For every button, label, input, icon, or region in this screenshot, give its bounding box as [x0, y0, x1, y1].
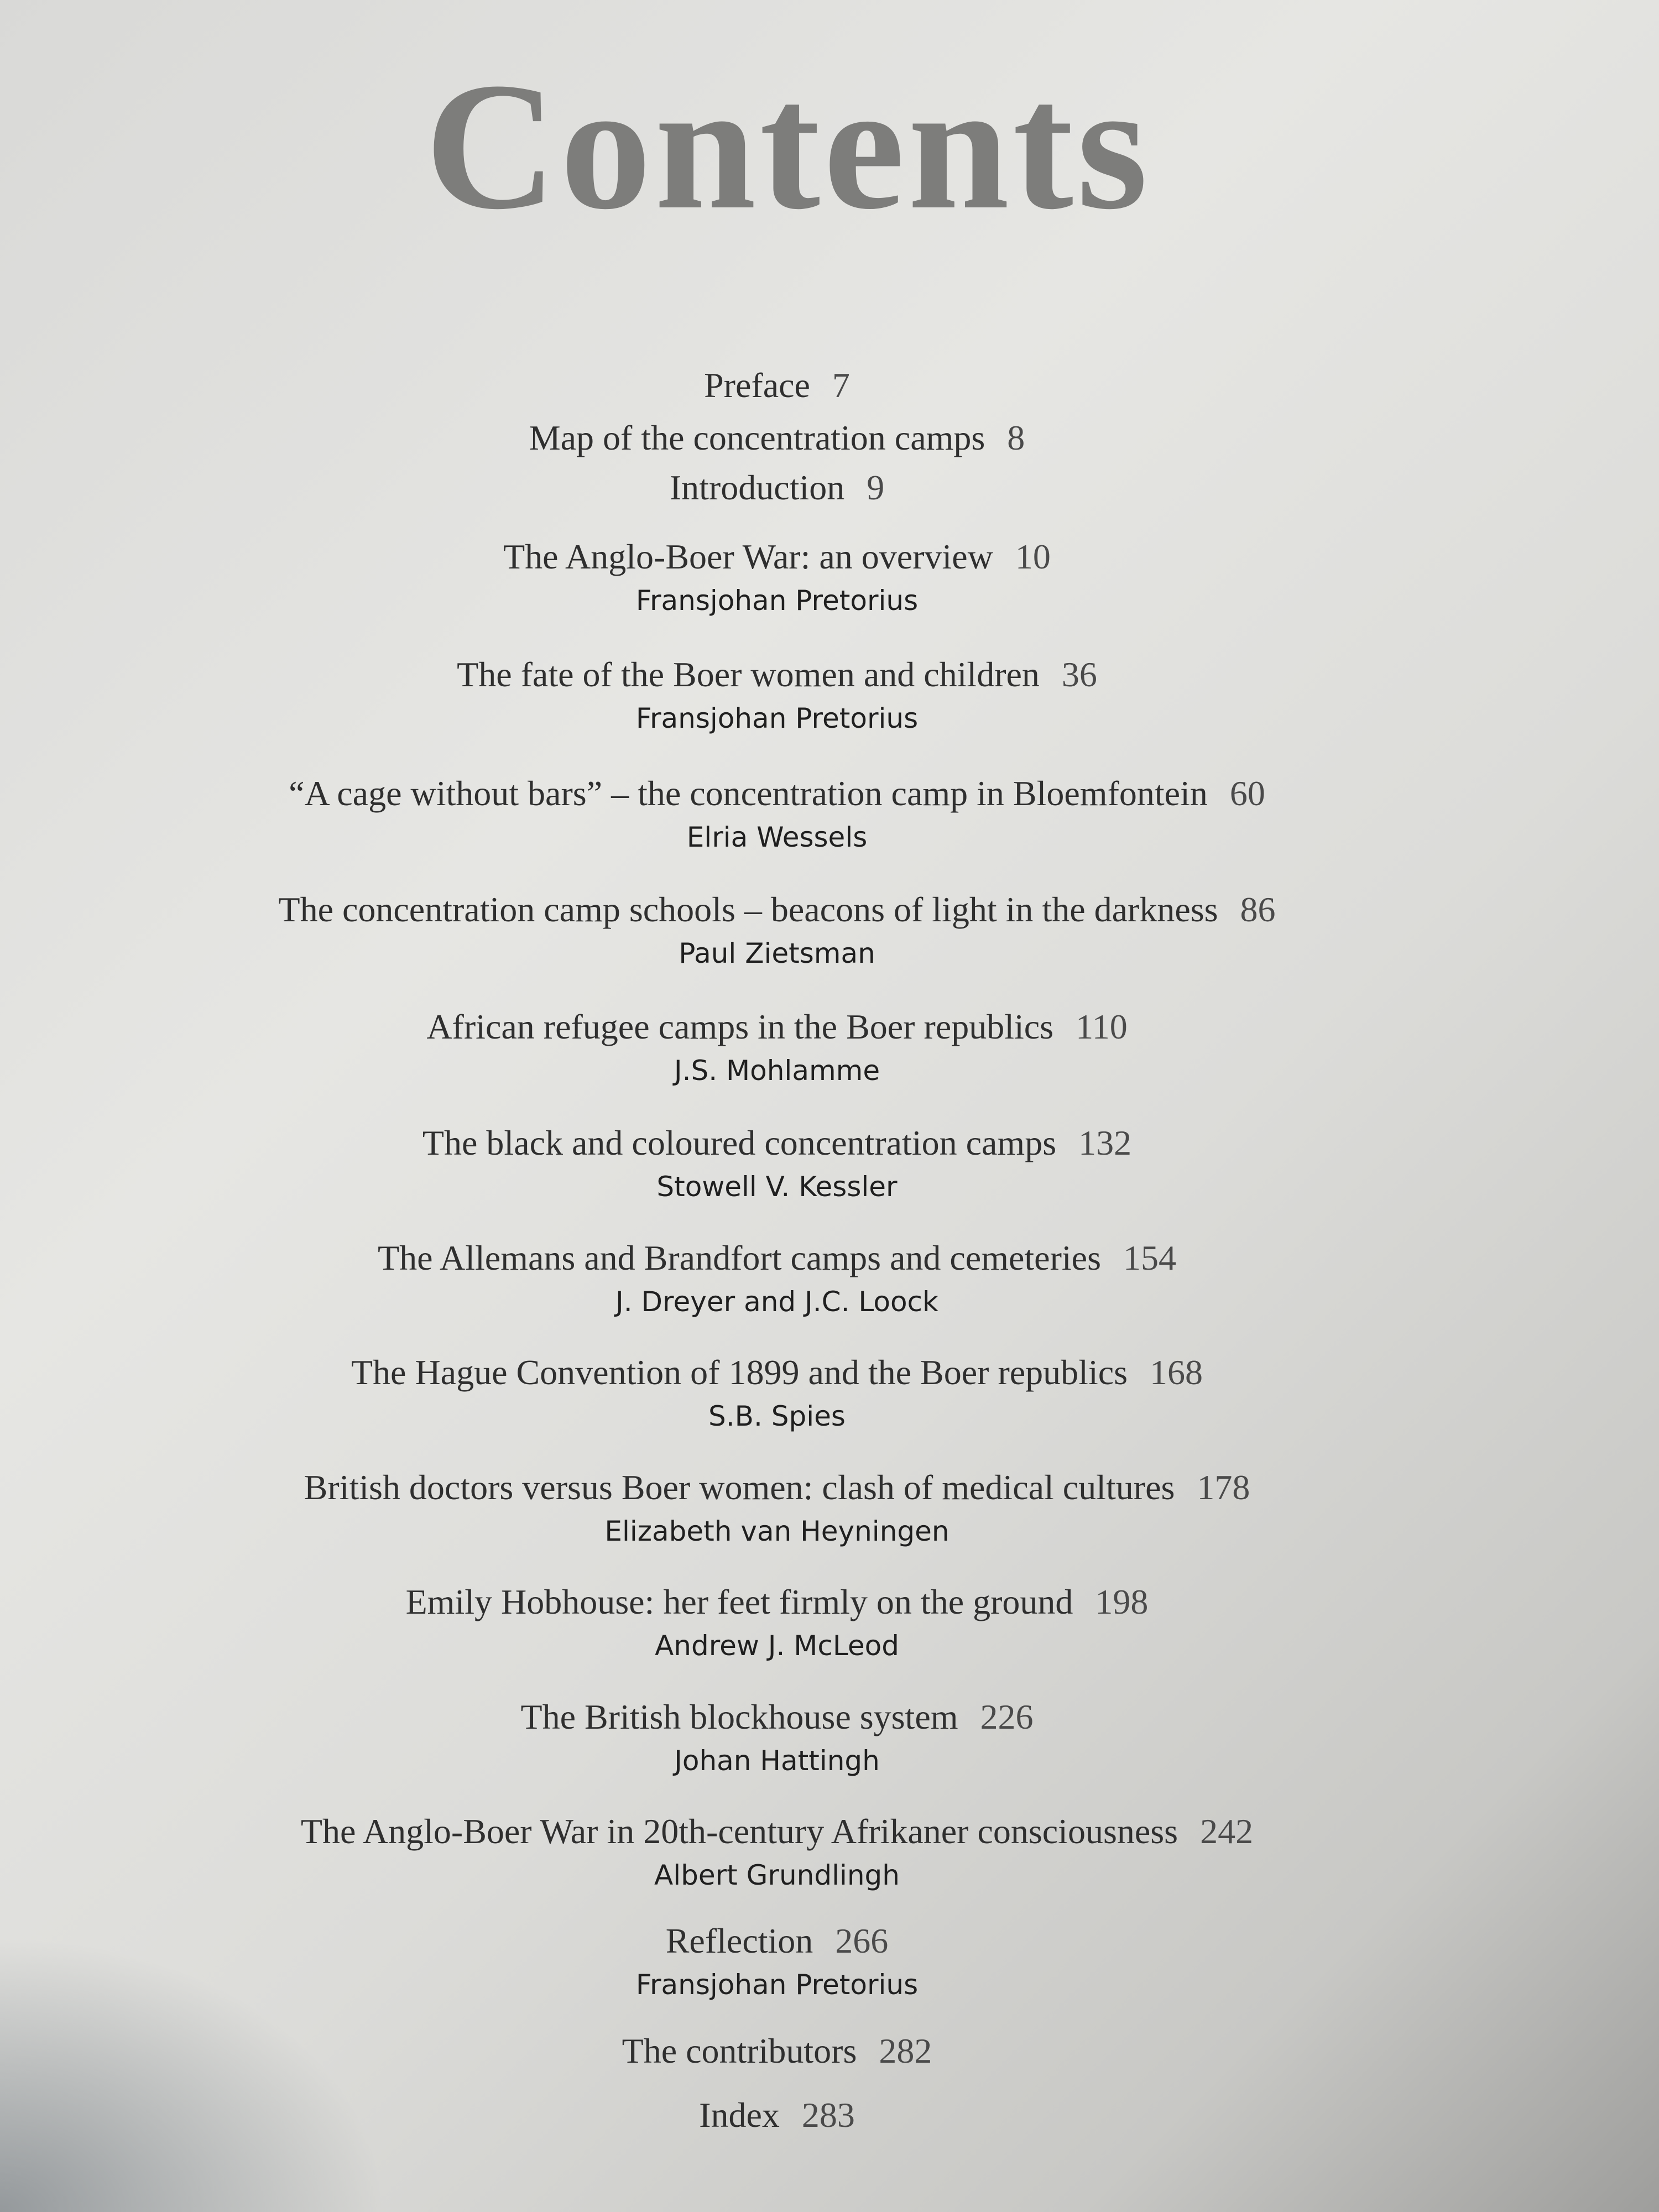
chapter-author: Albert Grundlingh: [654, 1859, 900, 1891]
chapter-title: [0, 1814, 1606, 1849]
toc-entry: [0, 537, 1606, 617]
page-number: 9: [867, 468, 885, 507]
toc-entry: [0, 2095, 1606, 2135]
page-number: 8: [1007, 418, 1025, 457]
chapter-title: [0, 1584, 1606, 1620]
chapter-label: The Anglo-Boer War in 20th-century Afrikaner consciousness: [300, 1812, 1178, 1851]
chapter-label: Map of the concentration camps: [529, 418, 985, 457]
toc-entry: [0, 776, 1606, 851]
chapter-title: [0, 368, 1606, 403]
page-number: 36: [1061, 655, 1097, 694]
chapter-author: J.S. Mohlamme: [674, 1055, 880, 1087]
page-number: 110: [1076, 1007, 1128, 1046]
chapter-label: Preface: [704, 366, 810, 405]
toc-entry: [0, 1584, 1606, 1660]
chapter-title: [0, 657, 1606, 692]
chapter-title: [0, 2033, 1606, 2069]
toc-entry: [0, 1814, 1606, 1889]
page-number: 226: [980, 1697, 1034, 1736]
chapter-label: British doctors versus Boer women: clash of medical cultures: [304, 1468, 1175, 1507]
toc-entry: [0, 1125, 1606, 1201]
chapter-label: Emily Hobhouse: her feet firmly on the ground: [405, 1582, 1073, 1621]
toc-entry: [0, 1355, 1606, 1430]
page-number: 168: [1150, 1353, 1203, 1392]
chapter-author: J. Dreyer and J.C. Loock: [615, 1286, 938, 1318]
chapter-title: [0, 470, 1606, 505]
toc-entry: [0, 368, 1606, 403]
chapter-title: [0, 1125, 1606, 1161]
chapter-title: [0, 1923, 1606, 1959]
chapter-label: The Anglo-Boer War: an overview: [503, 537, 993, 576]
page-number: 10: [1015, 537, 1051, 576]
chapter-title: [0, 1470, 1606, 1505]
chapter-label: The Allemans and Brandfort camps and cemeteries: [378, 1238, 1101, 1277]
toc-entry: [0, 1470, 1606, 1545]
toc-entry: [0, 1240, 1606, 1316]
chapter-label: Index: [699, 2095, 780, 2135]
chapter-label: Introduction: [669, 468, 845, 507]
chapter-title: [0, 420, 1606, 456]
chapter-label: African refugee camps in the Boer republics: [426, 1007, 1054, 1046]
page-number: 154: [1123, 1238, 1176, 1277]
chapter-author: Johan Hattingh: [674, 1745, 880, 1777]
chapter-author: Stowell V. Kessler: [656, 1171, 898, 1203]
toc-entry: [0, 892, 1606, 967]
chapter-label: “A cage without bars” – the concentration camp in Bloemfontein: [289, 774, 1208, 813]
chapter-title: [0, 1009, 1606, 1045]
chapter-title: [0, 539, 1606, 575]
page-number: 242: [1200, 1812, 1254, 1851]
chapter-author: Elria Wessels: [686, 821, 868, 853]
chapter-title: [0, 1699, 1606, 1735]
toc-entry: [0, 2033, 1606, 2069]
chapter-label: The British blockhouse system: [520, 1697, 958, 1736]
chapter-author: Fransjohan Pretorius: [635, 585, 919, 617]
toc-entry: [0, 657, 1606, 732]
page-number: 178: [1197, 1468, 1250, 1507]
chapter-author: Fransjohan Pretorius: [635, 702, 919, 734]
toc-entry: [0, 470, 1606, 505]
chapter-title: [0, 1355, 1606, 1390]
chapter-title: [0, 892, 1606, 927]
chapter-title: [0, 2095, 1606, 2135]
page-number: 60: [1229, 774, 1265, 813]
chapter-label: The concentration camp schools – beacons of light in the darkness: [278, 890, 1218, 929]
chapter-author: Andrew J. McLeod: [655, 1630, 899, 1662]
chapter-label: The black and coloured concentration camps: [422, 1123, 1057, 1162]
chapter-label: The contributors: [622, 2031, 857, 2070]
chapter-label: The Hague Convention of 1899 and the Boer republics: [351, 1353, 1128, 1392]
toc-entry: [0, 1699, 1606, 1775]
chapter-author: Fransjohan Pretorius: [635, 1969, 919, 2001]
chapter-label: Reflection: [665, 1921, 813, 1960]
chapter-author: S.B. Spies: [708, 1400, 846, 1432]
page-number: 282: [879, 2031, 932, 2070]
page-title: Contents: [425, 45, 1151, 247]
page-number: 132: [1078, 1123, 1132, 1162]
chapter-author: Elizabeth van Heyningen: [604, 1515, 950, 1547]
chapter-label: The fate of the Boer women and children: [457, 655, 1040, 694]
chapter-author: Paul Zietsman: [679, 937, 875, 969]
toc-entry: [0, 420, 1606, 456]
page-number: 266: [835, 1921, 889, 1960]
chapter-title: [0, 776, 1606, 811]
toc-entry: [0, 1007, 1606, 1087]
toc-entry: [0, 1923, 1606, 1999]
page-number: 7: [832, 366, 850, 405]
page-number: 86: [1240, 890, 1276, 929]
chapter-title: [0, 1240, 1606, 1276]
page-number: 283: [801, 2095, 855, 2135]
page-number: 198: [1095, 1582, 1149, 1621]
